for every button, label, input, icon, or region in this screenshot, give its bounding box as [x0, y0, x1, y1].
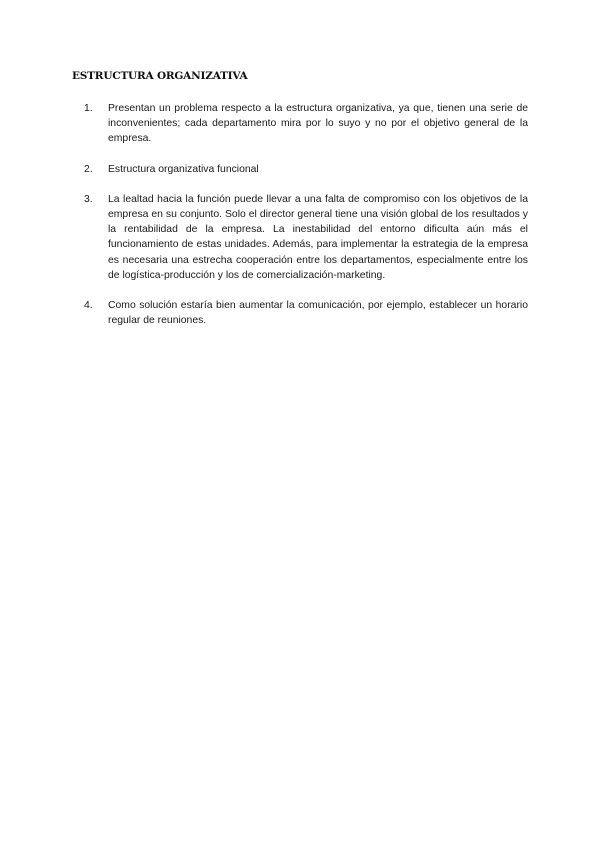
document-heading: ESTRUCTURA ORGANIZATIVA [72, 70, 248, 82]
list-item-text: Como solución estaría bien aumentar la comunicación, por ejemplo, establecer un horario regular de reuniones. [108, 300, 528, 327]
list-item [84, 162, 528, 177]
list-item [84, 298, 528, 328]
list-item-number: 4. [84, 300, 93, 312]
list-item-text: Estructura organizativa funcional [108, 163, 259, 175]
list-item-number: 3. [84, 193, 93, 205]
list-item-text: La lealtad hacia la función puede llevar a una falta de compromiso con los objetivos de la empresa en su conjunto. Solo el director general tiene una visión global de los resultados y la rentabilidad de la empresa. La inestabilidad del entorno dificulta aún más el funcionamiento de estas unidades. Además, para implementar la estrategia de la empresa es necesaria una estrecha cooperación entre los departamentos, especialmente entre los de logística-producción y los de comercialización-marketing. [108, 193, 528, 281]
numbered-list [84, 101, 528, 328]
list-item-number: 1. [84, 103, 93, 114]
list-item [84, 101, 528, 147]
list-item [84, 192, 528, 283]
list-item-number: 2. [84, 163, 93, 175]
list-item-text: Presentan un problema respecto a la estructura organizativa, ya que, tienen una serie de inconvenientes; cada departamento mira por lo suyo y no por el objetivo general de la empresa. [108, 103, 528, 145]
